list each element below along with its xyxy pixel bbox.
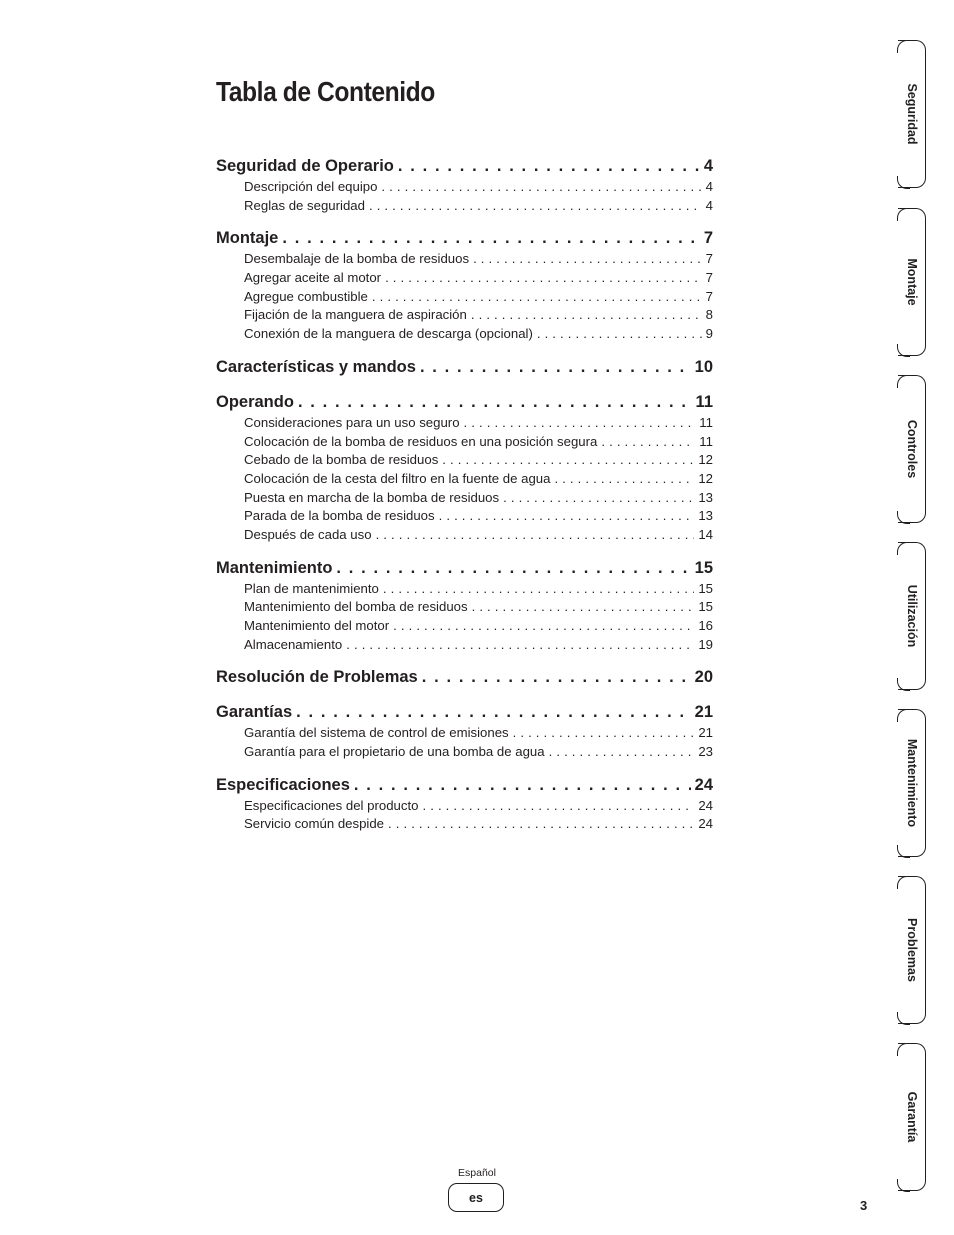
dot-leader	[439, 507, 695, 526]
dot-leader	[385, 269, 702, 288]
dot-leader	[473, 250, 702, 269]
table-of-contents	[216, 154, 713, 845]
side-tab-label: Problemas	[904, 918, 919, 982]
dot-leader	[422, 665, 691, 689]
toc-section-title: Resolución de Problemas	[216, 668, 418, 687]
toc-entry-link[interactable]	[244, 580, 713, 599]
side-tab-label: Utilización	[904, 584, 919, 648]
toc-section	[216, 665, 713, 689]
toc-entry-page: 21	[698, 725, 713, 741]
toc-section-link[interactable]	[216, 665, 713, 689]
toc-entry-page: 15	[698, 599, 713, 615]
dot-leader	[420, 355, 691, 379]
toc-section-page: 7	[703, 229, 713, 248]
toc-section	[216, 390, 713, 545]
toc-section-link[interactable]	[216, 154, 713, 178]
toc-section-page: 20	[694, 668, 713, 687]
page-number: 3	[860, 1198, 868, 1213]
toc-entry-page: 14	[698, 526, 713, 542]
toc-entry-title: Mantenimiento del motor	[244, 618, 390, 633]
toc-entry-page: 8	[705, 307, 713, 323]
toc-entry-page: 16	[698, 618, 713, 633]
toc-entry-title: Colocación de la bomba de residuos en una posición segura	[244, 433, 598, 449]
toc-entry-title: Colocación de la cesta del filtro en la fuente de agua	[244, 470, 551, 486]
dot-leader	[513, 724, 695, 743]
toc-section-link[interactable]	[216, 700, 713, 724]
toc-entry-link[interactable]	[244, 507, 713, 526]
side-tab[interactable]	[898, 40, 926, 188]
dot-leader	[393, 617, 694, 636]
toc-entry-page: 24	[698, 797, 713, 813]
toc-entry-link[interactable]	[244, 743, 713, 762]
dot-leader	[464, 414, 696, 433]
toc-entry-title: Parada de la bomba de residuos	[244, 508, 435, 524]
dot-leader	[422, 797, 694, 816]
toc-entry-title: Garantía del sistema de control de emisiones	[244, 725, 509, 741]
side-tab-label: Controles	[904, 419, 919, 479]
toc-entry-link[interactable]	[244, 269, 713, 288]
toc-entry-link[interactable]	[244, 288, 713, 307]
dot-leader	[388, 815, 694, 834]
toc-entry-link[interactable]	[244, 526, 713, 545]
toc-subsection-list	[216, 580, 713, 655]
dot-leader	[296, 700, 691, 724]
toc-section-title: Montaje	[216, 229, 279, 248]
dot-leader	[442, 451, 694, 470]
dot-leader	[376, 526, 695, 545]
toc-entry-page: 7	[705, 288, 713, 304]
toc-entry-title: Reglas de seguridad	[244, 197, 365, 213]
side-tab[interactable]	[898, 876, 926, 1024]
toc-section-link[interactable]	[216, 773, 713, 797]
toc-entry-title: Agregue combustible	[244, 288, 368, 304]
toc-entry-page: 11	[699, 433, 713, 449]
toc-section-page: 24	[694, 775, 713, 794]
toc-section	[216, 773, 713, 834]
toc-section	[216, 556, 713, 655]
toc-entry-title: Descripción del equipo	[244, 179, 378, 194]
toc-section	[216, 226, 713, 343]
toc-entry-title: Especificaciones del producto	[244, 797, 419, 813]
toc-section-title: Seguridad de Operario	[216, 157, 394, 175]
toc-section-title: Operando	[216, 392, 294, 411]
toc-entry-page: 23	[698, 744, 713, 760]
toc-entry-page: 11	[699, 414, 713, 430]
dot-leader	[554, 470, 694, 489]
side-tab[interactable]	[898, 208, 926, 356]
toc-entry-title: Conexión de la manguera de descarga (opcional)	[244, 326, 533, 342]
dot-leader	[282, 226, 699, 250]
toc-entry-page: 13	[698, 489, 713, 505]
toc-entry-link[interactable]	[244, 325, 713, 344]
toc-section-link[interactable]	[216, 355, 713, 379]
dot-leader	[471, 306, 702, 325]
side-tab-label: Montaje	[904, 258, 919, 306]
toc-section	[216, 700, 713, 761]
side-tab[interactable]	[898, 1043, 926, 1191]
toc-section-title: Mantenimiento	[216, 558, 333, 577]
toc-entry-title: Fijación de la manguera de aspiración	[244, 307, 467, 323]
toc-entry-page: 15	[698, 580, 713, 596]
toc-section	[216, 355, 713, 379]
dot-leader	[346, 636, 694, 655]
toc-entry-page: 7	[705, 251, 713, 267]
side-tab-label: Mantenimiento	[904, 738, 919, 828]
toc-section-page: 10	[694, 357, 713, 376]
toc-entry-page: 9	[705, 326, 713, 342]
dot-leader	[398, 154, 700, 178]
toc-section-title: Especificaciones	[216, 775, 350, 794]
toc-entry-title: Servicio común despide	[244, 816, 385, 832]
toc-entry-page: 13	[698, 508, 713, 524]
toc-section-link[interactable]	[216, 390, 713, 414]
side-tab-label: Seguridad	[904, 83, 919, 145]
toc-subsection-list	[216, 178, 713, 215]
dot-leader	[336, 556, 690, 580]
toc-entry-page: 12	[698, 470, 713, 486]
toc-entry-title: Almacenamiento	[244, 636, 343, 652]
toc-entry-page: 19	[698, 636, 713, 652]
toc-entry-title: Garantía para el propietario de una bomba de agua	[244, 744, 545, 760]
dot-leader	[549, 743, 695, 762]
toc-section-page: 15	[694, 558, 713, 577]
toc-entry-link[interactable]	[244, 724, 713, 743]
toc-entry-page: 24	[698, 816, 713, 832]
toc-entry-title: Desembalaje de la bomba de residuos	[244, 251, 470, 267]
toc-entry-page: 7	[705, 270, 713, 286]
toc-section-link[interactable]	[216, 226, 713, 250]
toc-subsection-list	[216, 414, 713, 545]
language-label: Español	[458, 1167, 496, 1179]
toc-entry-link[interactable]	[244, 250, 713, 269]
dot-leader	[503, 489, 694, 508]
toc-section-title: Características y mandos	[216, 357, 416, 376]
side-tab[interactable]	[898, 375, 926, 523]
toc-subsection-list	[216, 724, 713, 761]
toc-entry-link[interactable]	[244, 451, 713, 470]
dot-leader	[537, 325, 702, 344]
toc-section-title: Garantías	[216, 703, 293, 722]
toc-subsection-list	[216, 797, 713, 834]
toc-entry-link[interactable]	[244, 598, 713, 617]
toc-entry-title: Después de cada uso	[244, 526, 372, 542]
dot-leader	[298, 390, 692, 414]
toc-entry-link[interactable]	[244, 489, 713, 508]
language-badge: es	[448, 1183, 504, 1212]
toc-entry-link[interactable]	[244, 815, 713, 834]
toc-entry-title: Consideraciones para un uso seguro	[244, 414, 460, 430]
toc-section-page: 21	[694, 703, 713, 722]
toc-section	[216, 154, 713, 215]
dot-leader	[472, 598, 695, 617]
toc-section-page: 11	[695, 392, 713, 411]
side-tab[interactable]	[898, 709, 926, 857]
toc-entry-link[interactable]	[244, 470, 713, 489]
toc-entry-title: Plan de mantenimiento	[244, 580, 379, 596]
dot-leader	[383, 580, 694, 599]
side-tab[interactable]	[898, 542, 926, 690]
toc-entry-page: 4	[705, 197, 713, 213]
dot-leader	[354, 773, 691, 797]
toc-entry-page: 4	[705, 179, 713, 194]
toc-subsection-list	[216, 250, 713, 343]
toc-entry-link[interactable]	[244, 617, 713, 636]
dot-leader	[369, 197, 702, 216]
toc-section-page: 4	[703, 157, 713, 175]
toc-entry-link[interactable]	[244, 197, 713, 216]
toc-entry-link[interactable]	[244, 178, 713, 197]
toc-entry-link[interactable]	[244, 414, 713, 433]
toc-entry-link[interactable]	[244, 797, 713, 816]
page-title: Tabla de Contenido	[216, 76, 435, 107]
toc-entry-title: Agregar aceite al motor	[244, 270, 382, 286]
toc-entry-link[interactable]	[244, 433, 713, 452]
toc-entry-link[interactable]	[244, 306, 713, 325]
dot-leader	[381, 178, 701, 197]
side-tab-label: Garantía	[904, 1091, 919, 1143]
dot-leader	[601, 433, 695, 452]
toc-entry-title: Puesta en marcha de la bomba de residuos	[244, 489, 500, 505]
toc-entry-title: Mantenimiento del bomba de residuos	[244, 599, 468, 615]
toc-section-link[interactable]	[216, 556, 713, 580]
toc-entry-title: Cebado de la bomba de residuos	[244, 452, 439, 468]
toc-entry-page: 12	[698, 452, 713, 468]
toc-entry-link[interactable]	[244, 636, 713, 655]
dot-leader	[372, 288, 702, 307]
